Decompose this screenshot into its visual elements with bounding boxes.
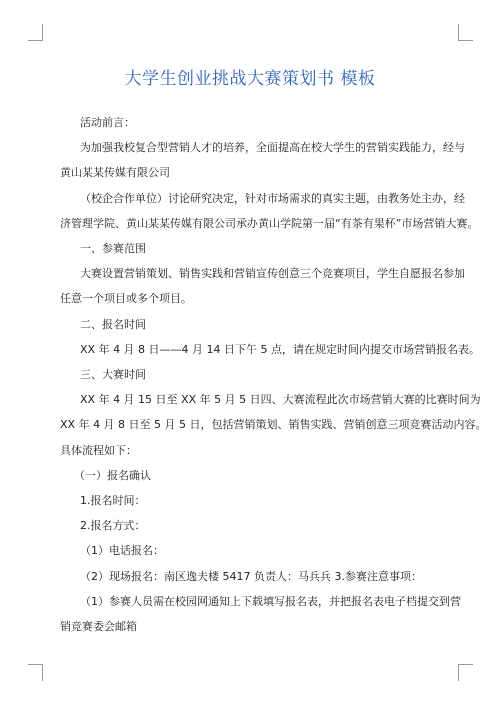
crop-mark-bottom-left [28, 664, 43, 681]
body-line: 任意一个项目或多个项目。 [60, 292, 192, 306]
body-line: （一）报名确认 [74, 468, 151, 482]
document-body [60, 110, 487, 639]
crop-mark-top-right [458, 24, 473, 41]
body-line: 二、报名时间 [80, 317, 146, 331]
body-line: （1）电话报名： [80, 544, 164, 558]
body-line: 一、参赛范围 [80, 242, 146, 256]
crop-mark-top-left [28, 24, 43, 41]
body-line: XX 年 4 月 15 日至 XX 年 5 月 5 日四、大赛流程此次市场营销大赛的比赛时间为 [80, 393, 481, 407]
body-line: 销竞赛委会邮箱 [60, 620, 137, 634]
body-line: 为加强我校复合型营销人才的培养，全面提高在校大学生的营销实践能力，经与 [80, 141, 465, 155]
body-line: （校企合作单位）讨论研究决定，针对市场需求的真实主题，由教务处主办，经 [80, 191, 465, 205]
body-line: 黄山某某传媒有限公司 [60, 166, 170, 180]
body-line: （1）参赛人员需在校园网通知上下载填写报名表，并把报名表电子档提交到营 [80, 594, 461, 608]
body-line: 三、大赛时间 [80, 368, 146, 382]
document-title: 大学生创业挑战大赛策划书 模板 [124, 69, 376, 89]
crop-mark-bottom-right [458, 664, 473, 681]
body-line: （2）现场报名：南区逸夫楼 5417 负责人：马兵兵 3.参赛注意事项： [80, 569, 422, 583]
body-line: XX 年 4 月 8 日至 5 月 5 日，包括营销策划、销售实践、营销创意三项竞赛活动内容。 [60, 418, 487, 432]
body-line: 具体流程如下： [60, 443, 137, 457]
body-line: 2.报名方式： [80, 519, 146, 533]
body-line: 大赛设置营销策划、销售实践和营销宣传创意三个竞赛项目，学生自愿报名参加 [80, 267, 465, 281]
body-line: 活动前言： [80, 116, 135, 129]
body-line: 1.报名时间： [80, 494, 146, 508]
body-line: 济管理学院、黄山某某传媒有限公司承办黄山学院第一届“有茶有果杯”市场营销大赛。 [60, 216, 479, 230]
body-line: XX 年 4 月 8 日——4 月 14 日下午 5 点，请在规定时间内提交市场营销报名表。 [80, 342, 481, 356]
